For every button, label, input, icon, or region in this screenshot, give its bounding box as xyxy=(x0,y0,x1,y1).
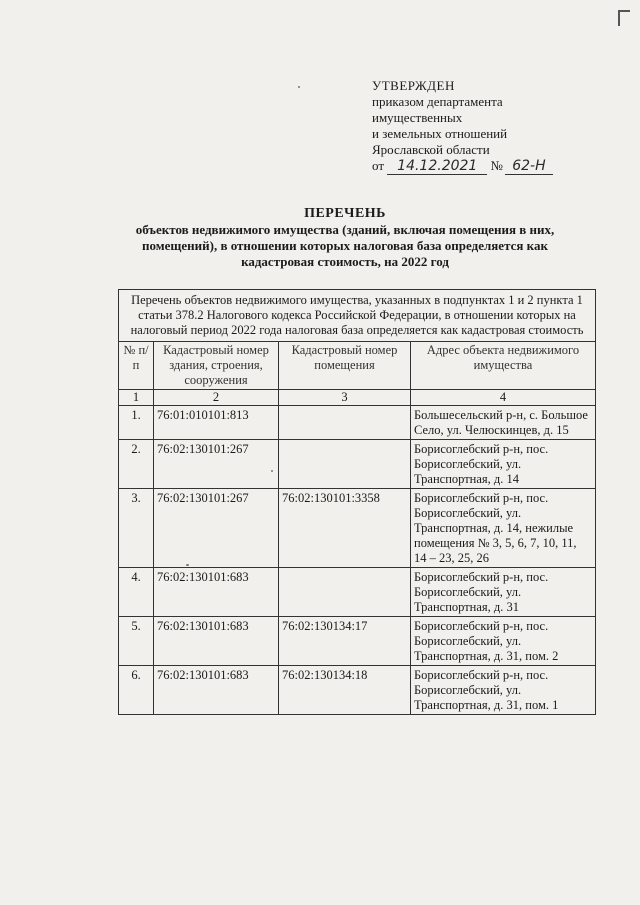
address: Борисоглебский р-н, пос. Борисоглебский, ул. Транспортная, д. 14, нежилые помещения № 3, 5, 6, 7, 10, 11, 14 – 23, 25, 26 xyxy=(411,489,596,568)
table-row xyxy=(119,568,596,617)
table-row xyxy=(119,666,596,715)
property-table xyxy=(118,289,596,715)
table-row xyxy=(119,440,596,489)
building-cadastral: 76:02:130101:267 xyxy=(154,489,279,568)
title-main: ПЕРЕЧЕНЬ xyxy=(304,206,386,221)
building-cadastral: 76:01:010101:813 xyxy=(154,406,279,440)
row-number: 3. xyxy=(119,489,154,568)
table-row xyxy=(119,489,596,568)
table-header-row xyxy=(119,342,596,390)
column-number: 1 xyxy=(119,390,154,406)
column-number: 3 xyxy=(279,390,411,406)
table-row xyxy=(119,406,596,440)
premise-cadastral: 76:02:130134:18 xyxy=(279,666,411,715)
address: Борисоглебский р-н, пос. Борисоглебский, ул. Транспортная, д. 31 xyxy=(411,568,596,617)
approval-line: и земельных отношений xyxy=(372,126,508,141)
handwritten-number: 62-Н xyxy=(505,158,553,175)
scan-speck xyxy=(298,86,300,88)
title-line: объектов недвижимого имущества (зданий, включая помещения в них, xyxy=(135,222,555,237)
number-prefix: № xyxy=(490,158,503,173)
row-number: 1. xyxy=(119,406,154,440)
table-caption-row xyxy=(119,290,596,342)
approval-line: приказом департамента xyxy=(372,94,503,109)
handwritten-date: 14.12.2021 xyxy=(387,158,487,175)
row-number: 6. xyxy=(119,666,154,715)
building-cadastral: 76:02:130101:683 xyxy=(154,617,279,666)
approval-heading: УТВЕРЖДЕН xyxy=(372,78,455,93)
row-number: 4. xyxy=(119,568,154,617)
premise-cadastral xyxy=(279,406,411,440)
building-cadastral: 76:02:130101:683 xyxy=(154,568,279,617)
address: Борисоглебский р-н, пос. Борисоглебский, ул. Транспортная, д. 14 xyxy=(411,440,596,489)
premise-cadastral xyxy=(279,440,411,489)
address: Борисоглебский р-н, пос. Борисоглебский, ул. Транспортная, д. 31, пом. 1 xyxy=(411,666,596,715)
address: Борисоглебский р-н, пос. Борисоглебский, ул. Транспортная, д. 31, пом. 2 xyxy=(411,617,596,666)
approval-block xyxy=(372,78,553,175)
column-number: 2 xyxy=(154,390,279,406)
row-number: 5. xyxy=(119,617,154,666)
premise-cadastral xyxy=(279,568,411,617)
table-caption: Перечень объектов недвижимого имущества, указанных в подпунктах 1 и 2 пункта 1 статьи 378.2 Налогового кодекса Российской Федерации, в отношении которых на налоговый период 2022 года налоговая база определяется как кадастровая стоимость xyxy=(119,290,596,342)
premise-cadastral: 76:02:130134:17 xyxy=(279,617,411,666)
column-number: 4 xyxy=(411,390,596,406)
title-line: помещений), в отношении которых налоговая база определяется как xyxy=(142,238,548,253)
table-row xyxy=(119,617,596,666)
approval-line: Ярославской области xyxy=(372,142,490,157)
header-premise: Кадастровый номер помещения xyxy=(279,342,411,390)
title-line: кадастровая стоимость, на 2022 год xyxy=(241,254,449,269)
approval-line: имущественных xyxy=(372,110,463,125)
page-corner-mark xyxy=(618,10,630,26)
building-cadastral: 76:02:130101:683 xyxy=(154,666,279,715)
header-building: Кадастровый номер здания, строения, сооружения xyxy=(154,342,279,390)
address: Большесельский р-н, с. Большое Село, ул. Челюскинцев, д. 15 xyxy=(411,406,596,440)
row-number: 2. xyxy=(119,440,154,489)
document-title xyxy=(100,206,590,270)
header-address: Адрес объекта недвижимого имущества xyxy=(411,342,596,390)
header-num: № п/п xyxy=(119,342,154,390)
premise-cadastral: 76:02:130101:3358 xyxy=(279,489,411,568)
approval-date-line xyxy=(372,158,553,175)
building-cadastral: 76:02:130101:267 xyxy=(154,440,279,489)
date-prefix: от xyxy=(372,158,385,173)
column-number-row xyxy=(119,390,596,406)
